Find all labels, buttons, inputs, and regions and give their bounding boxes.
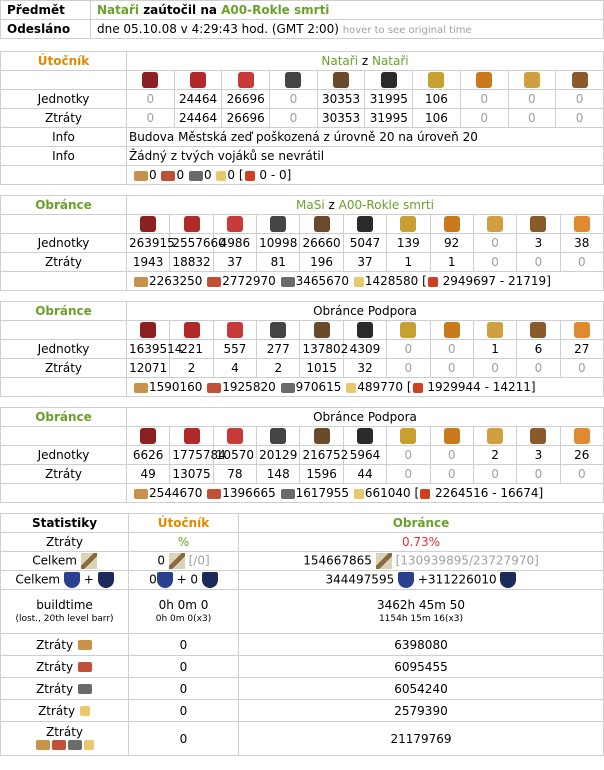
clay-icon [52,740,66,750]
info-label: Info [1,128,127,147]
unit-loss: 13075 [170,465,213,484]
unit-icon-cell [174,71,222,90]
pot-icon [530,216,546,232]
stats-clay-def: 6095455 [239,656,604,678]
axe-icon [227,428,243,444]
unit-loss: 2 [257,359,300,378]
ram-icon [400,322,416,338]
defender-title: Obránce [1,302,127,321]
shield-dark-icon [500,572,516,588]
iron-icon [281,277,295,287]
stats-total2-def: 344497595 +311226010 [239,571,604,590]
unit-count: 2 [473,446,516,465]
unit-icon-cell [257,215,300,234]
teuton-knight-icon [314,428,330,444]
unit-icon-cell [365,71,413,90]
unit-count: 557 [213,340,256,359]
sword-red-icon [238,72,254,88]
paladin-icon [227,322,243,338]
ram-icon [400,216,416,232]
unit-icon-cell [213,321,256,340]
unit-count: 0 [270,90,318,109]
clay-icon [161,171,175,181]
defender-section-1 [0,195,604,291]
unit-loss: 30353 [317,109,365,128]
crop-icon [354,277,364,287]
stats-title: Statistiky [1,514,129,533]
unit-count: 0 [473,234,516,253]
units-label: Jednotky [1,340,127,359]
unit-icon-cell [300,215,343,234]
paladin-horse-icon [357,428,373,444]
defender-section-2 [0,301,604,397]
unit-count: 26696 [222,90,270,109]
unit-icon-cell [257,321,300,340]
unit-icon-cell [387,427,430,446]
iron-icon [78,684,92,694]
unit-icon-cell [300,427,343,446]
stats-clay-att: 0 [129,656,239,678]
unit-count: 0 [556,90,604,109]
unit-count: 277 [257,340,300,359]
stats-total2-label: Celkem + [1,571,129,590]
wood-icon [134,171,148,181]
stats-crop-att: 0 [129,700,239,722]
crop-icon [346,383,356,393]
unit-loss: 1 [430,253,473,272]
scout-boot-icon [270,428,286,444]
chieftain-icon [487,322,503,338]
unit-loss: 0 [473,465,516,484]
defender-icon-row [1,321,604,340]
unit-loss: 0 [517,465,560,484]
clay-icon [207,489,221,499]
attacker-units-row [1,90,604,109]
stats-iron-att: 0 [129,678,239,700]
unit-loss: 148 [257,465,300,484]
unit-icon-cell [343,427,386,446]
wood-icon [134,383,148,393]
unit-loss: 81 [257,253,300,272]
unit-count: 0 [508,90,556,109]
star-icon [574,428,590,444]
carry-icon [428,277,438,287]
unit-icon-cell [473,427,516,446]
druid-icon [270,322,286,338]
stats-crop-label: Ztráty [1,700,129,722]
wood-icon [36,740,50,750]
unit-icon-cell [170,321,213,340]
crop-icon [216,171,226,181]
unit-count: 26 [560,446,603,465]
unit-loss: 31995 [365,109,413,128]
swords-icon [376,553,392,569]
wood-icon [134,489,148,499]
unit-count: 92 [430,234,473,253]
unit-loss: 0 [473,253,516,272]
unit-icon-cell [517,321,560,340]
unit-icon-cell [222,71,270,90]
info-none-returned: Žádný z tvých vojáků se nevrátil [127,147,604,166]
unit-icon-cell [127,427,170,446]
unit-loss: 12071 [127,359,170,378]
unit-count: 263915 [127,234,170,253]
unit-count: 2557660 [170,234,213,253]
defender-player-link[interactable]: MaSi [296,198,325,212]
shield-icon [64,572,80,588]
wood-icon [78,640,92,650]
stats-clay-label: Ztráty [1,656,129,678]
unit-loss: 37 [343,253,386,272]
unit-loss: 1 [387,253,430,272]
senator-icon [487,216,503,232]
unit-loss: 0 [560,359,603,378]
stats-wood-def: 6398080 [239,634,604,656]
shield-icon [157,572,173,588]
attacker-village-link[interactable]: Nataři [371,54,409,68]
units-label: Jednotky [1,446,127,465]
subject-label: Předmět [1,1,91,20]
unit-count: 24464 [174,90,222,109]
crop-icon [80,706,90,716]
stats-wood-att: 0 [129,634,239,656]
unit-icon-cell [127,321,170,340]
unit-icon-cell [473,321,516,340]
unit-icon-cell [213,215,256,234]
unit-icon-cell [430,427,473,446]
horse-dark-icon [333,72,349,88]
unit-loss: 0 [430,465,473,484]
unit-icon-cell [387,321,430,340]
defender-losses-row [1,359,604,378]
defender-losses-row [1,465,604,484]
defender-resources: 2263250 2772970 3465670 1428580 [ 2949697 - 21719] [127,272,604,291]
unit-loss: 0 [387,359,430,378]
unit-loss: 44 [343,465,386,484]
carry-icon [245,171,255,181]
defender-title: Obránce [1,196,127,215]
unit-icon-cell [473,215,516,234]
wood-icon [134,277,148,287]
club-icon [142,72,158,88]
losses-label: Ztráty [1,465,127,484]
chief-icon [487,428,503,444]
statistics-section [0,513,604,756]
unit-count: 137802 [300,340,343,359]
unit-count: 3 [517,234,560,253]
unit-loss: 18832 [170,253,213,272]
unit-count: 0 [387,340,430,359]
unit-count: 6626 [127,446,170,465]
unit-loss: 0 [556,109,604,128]
unit-count: 3 [517,446,560,465]
unit-icon-cell [517,215,560,234]
unit-loss: 24464 [174,109,222,128]
shield-dark-icon [202,572,218,588]
haeduan-icon [314,322,330,338]
crop-icon [354,489,364,499]
unit-loss: 0 [560,465,603,484]
pot-icon [530,428,546,444]
carry-icon [420,489,430,499]
carry-icon [413,383,423,393]
from-text: z [324,198,339,212]
unit-count: 5964 [343,446,386,465]
attacker-link[interactable]: Nataři [97,3,140,17]
sent-date: dne 05.10.08 v 4:29:43 hod. (GMT 2:00) [97,22,339,36]
unit-loss: 0 [508,109,556,128]
hover-hint[interactable]: hover to see original time [342,25,472,36]
unit-loss: 2 [170,359,213,378]
stats-total-label: Celkem [1,552,129,571]
losses-label: Ztráty [1,359,127,378]
unit-count: 0 [460,90,508,109]
unit-icon-cell [257,427,300,446]
subject-value [91,1,604,20]
stats-iron-label: Ztráty [1,678,129,700]
settler-icon [572,72,588,88]
knight-horse-icon [314,216,330,232]
unit-loss: 0 [127,109,175,128]
attacker-origin [127,52,604,71]
stats-buildtime-label: buildtime (lost., 20th level barr) [1,590,129,634]
unit-count: 1639514 [127,340,170,359]
unit-loss: 32 [343,359,386,378]
unit-icon-cell [170,215,213,234]
defender-units-row [1,234,604,253]
scout-bird-icon [285,72,301,88]
star-icon [574,216,590,232]
attacker-losses-row [1,109,604,128]
unit-loss: 4 [213,359,256,378]
unit-icon-cell [430,215,473,234]
attacker-title: Útočník [1,52,127,71]
unit-count: 30353 [317,90,365,109]
unit-count: 221 [170,340,213,359]
clay-icon [78,662,92,672]
unit-loss: 0 [473,359,516,378]
iron-icon [281,383,295,393]
praetorian-icon [184,216,200,232]
stats-all-def: 21179769 [239,722,604,756]
unit-count: 31995 [365,90,413,109]
axe-red-icon [190,72,206,88]
stats-buildtime-def: 3462h 45m 50 1154h 15m 16(x3) [239,590,604,634]
stats-all-label: Ztráty [1,722,129,756]
defender-village-link[interactable]: A00-Rokle smrti [338,198,434,212]
defender-resources: 2544670 1396665 1617955 661040 [ 2264516 - 16674] [127,484,604,503]
unit-loss: 49 [127,465,170,484]
unit-icon-cell [213,427,256,446]
sun-icon [444,216,460,232]
unit-loss: 106 [413,109,461,128]
spearman-icon [184,322,200,338]
stats-buildtime-att: 0h 0m 0 0h 0m 0(x3) [129,590,239,634]
unit-loss: 0 [270,109,318,128]
caesar-horse-icon [357,216,373,232]
stats-crop-def: 2579390 [239,700,604,722]
defender-origin [127,196,604,215]
shield-dark-icon [98,572,114,588]
losses-label: Ztráty [1,109,127,128]
stats-all-att: 0 [129,722,239,756]
unit-loss: 1943 [127,253,170,272]
unit-count: 4986 [213,234,256,253]
horse-black-icon [381,72,397,88]
unit-icon-cell [317,71,365,90]
stats-losses-att: % [129,533,239,552]
unit-count: 27 [560,340,603,359]
unit-count: 139 [387,234,430,253]
unit-count: 20129 [257,446,300,465]
swords-icon [81,553,97,569]
unit-icon-cell [170,427,213,446]
unit-icon-cell [560,427,603,446]
unit-icon-cell [430,321,473,340]
unit-icon-cell [270,71,318,90]
crop-icon [84,740,94,750]
stats-total-att: 0 [/0] [129,552,239,571]
stats-wood-label: Ztráty [1,634,129,656]
defender-losses-row [1,253,604,272]
unit-icon-cell [343,321,386,340]
attacker-player-link[interactable]: Nataři [321,54,359,68]
defender-icon-row [1,427,604,446]
unit-icon-cell [556,71,604,90]
unit-count: 216752 [300,446,343,465]
unit-loss: 26696 [222,109,270,128]
unit-count: 5047 [343,234,386,253]
losses-label: Ztráty [1,253,127,272]
clay-icon [207,383,221,393]
defender-units-row [1,340,604,359]
defender-title: Obránce [1,408,127,427]
attacker-section [0,51,604,185]
unit-loss: 0 [517,253,560,272]
swords-icon [169,553,185,569]
stats-col-attacker: Útočník [129,514,239,533]
chief-icon [524,72,540,88]
unit-loss: 1596 [300,465,343,484]
iron-icon [281,489,295,499]
subject-mid: zaútočil na [139,3,222,17]
unit-count: 0 [127,90,175,109]
unit-count: 38 [560,234,603,253]
sent-label: Odesláno [1,20,91,39]
iron-icon [68,740,82,750]
sent-value [91,20,604,39]
unit-count: 4309 [343,340,386,359]
info-wall: Budova Městská zeď poškozená z úrovně 20 na úroveň 20 [127,128,604,147]
info-label: Info [1,147,127,166]
pike-icon [184,428,200,444]
mace-icon [140,428,156,444]
catapult-icon [444,428,460,444]
ram-icon [400,428,416,444]
unit-loss: 0 [430,359,473,378]
unit-icon-cell [300,321,343,340]
unit-count: 6 [517,340,560,359]
from-text: z [358,54,372,68]
unit-icon-cell [560,321,603,340]
scout-horse-icon [270,216,286,232]
stats-losses-def: 0.73% [239,533,604,552]
defender-units-row [1,446,604,465]
stats-col-defender: Obránce [239,514,604,533]
unit-icon-cell [560,215,603,234]
theutates-icon [357,322,373,338]
iron-icon [189,171,203,181]
stats-losses-label: Ztráty [1,533,129,552]
defender-origin: Obránce Podpora [127,302,604,321]
unit-count: 1775784 [170,446,213,465]
unit-count: 0 [387,446,430,465]
stats-iron-def: 6054240 [239,678,604,700]
unit-count: 26660 [300,234,343,253]
unit-icon-cell [127,71,175,90]
unit-count: 106 [413,90,461,109]
attacker-icon-row [1,71,604,90]
defender-icon-row [1,215,604,234]
defender-section-3 [0,407,604,503]
unit-loss: 0 [387,465,430,484]
unit-count: 10998 [257,234,300,253]
unit-loss: 0 [460,109,508,128]
attacker-bounty: 0 0 0 0 [ 0 - 0] [127,166,604,185]
unit-icon-cell [508,71,556,90]
unit-count: 0 [430,446,473,465]
unit-icon-cell [387,215,430,234]
unit-loss: 78 [213,465,256,484]
unit-count: 10570 [213,446,256,465]
unit-icon-cell [343,215,386,234]
ram-icon [428,72,444,88]
unit-icon-cell [517,427,560,446]
imperian-icon [227,216,243,232]
unit-icon-cell [413,71,461,90]
unit-loss: 0 [560,253,603,272]
target-link[interactable]: A00-Rokle smrti [221,3,330,17]
star-icon [574,322,590,338]
unit-count: 0 [430,340,473,359]
unit-loss: 37 [213,253,256,272]
pot-icon [530,322,546,338]
legionnaire-icon [140,216,156,232]
unit-loss: 1015 [300,359,343,378]
clay-icon [207,277,221,287]
units-label: Jednotky [1,234,127,253]
defender-resources: 1590160 1925820 970615 489770 [ 1929944 - 14211] [127,378,604,397]
defender-origin: Obránce Podpora [127,408,604,427]
stats-total2-att: 0 + 0 [129,571,239,590]
units-label: Jednotky [1,90,127,109]
unit-icon-cell [460,71,508,90]
ball-icon [444,322,460,338]
stats-total-def: 154667865 [130939895/23727970] [239,552,604,571]
catapult-icon [476,72,492,88]
unit-count: 1 [473,340,516,359]
shield-icon [398,572,414,588]
unit-icon-cell [127,215,170,234]
clubswinger-icon [140,322,156,338]
report-header [0,0,604,39]
unit-loss: 196 [300,253,343,272]
unit-loss: 0 [517,359,560,378]
